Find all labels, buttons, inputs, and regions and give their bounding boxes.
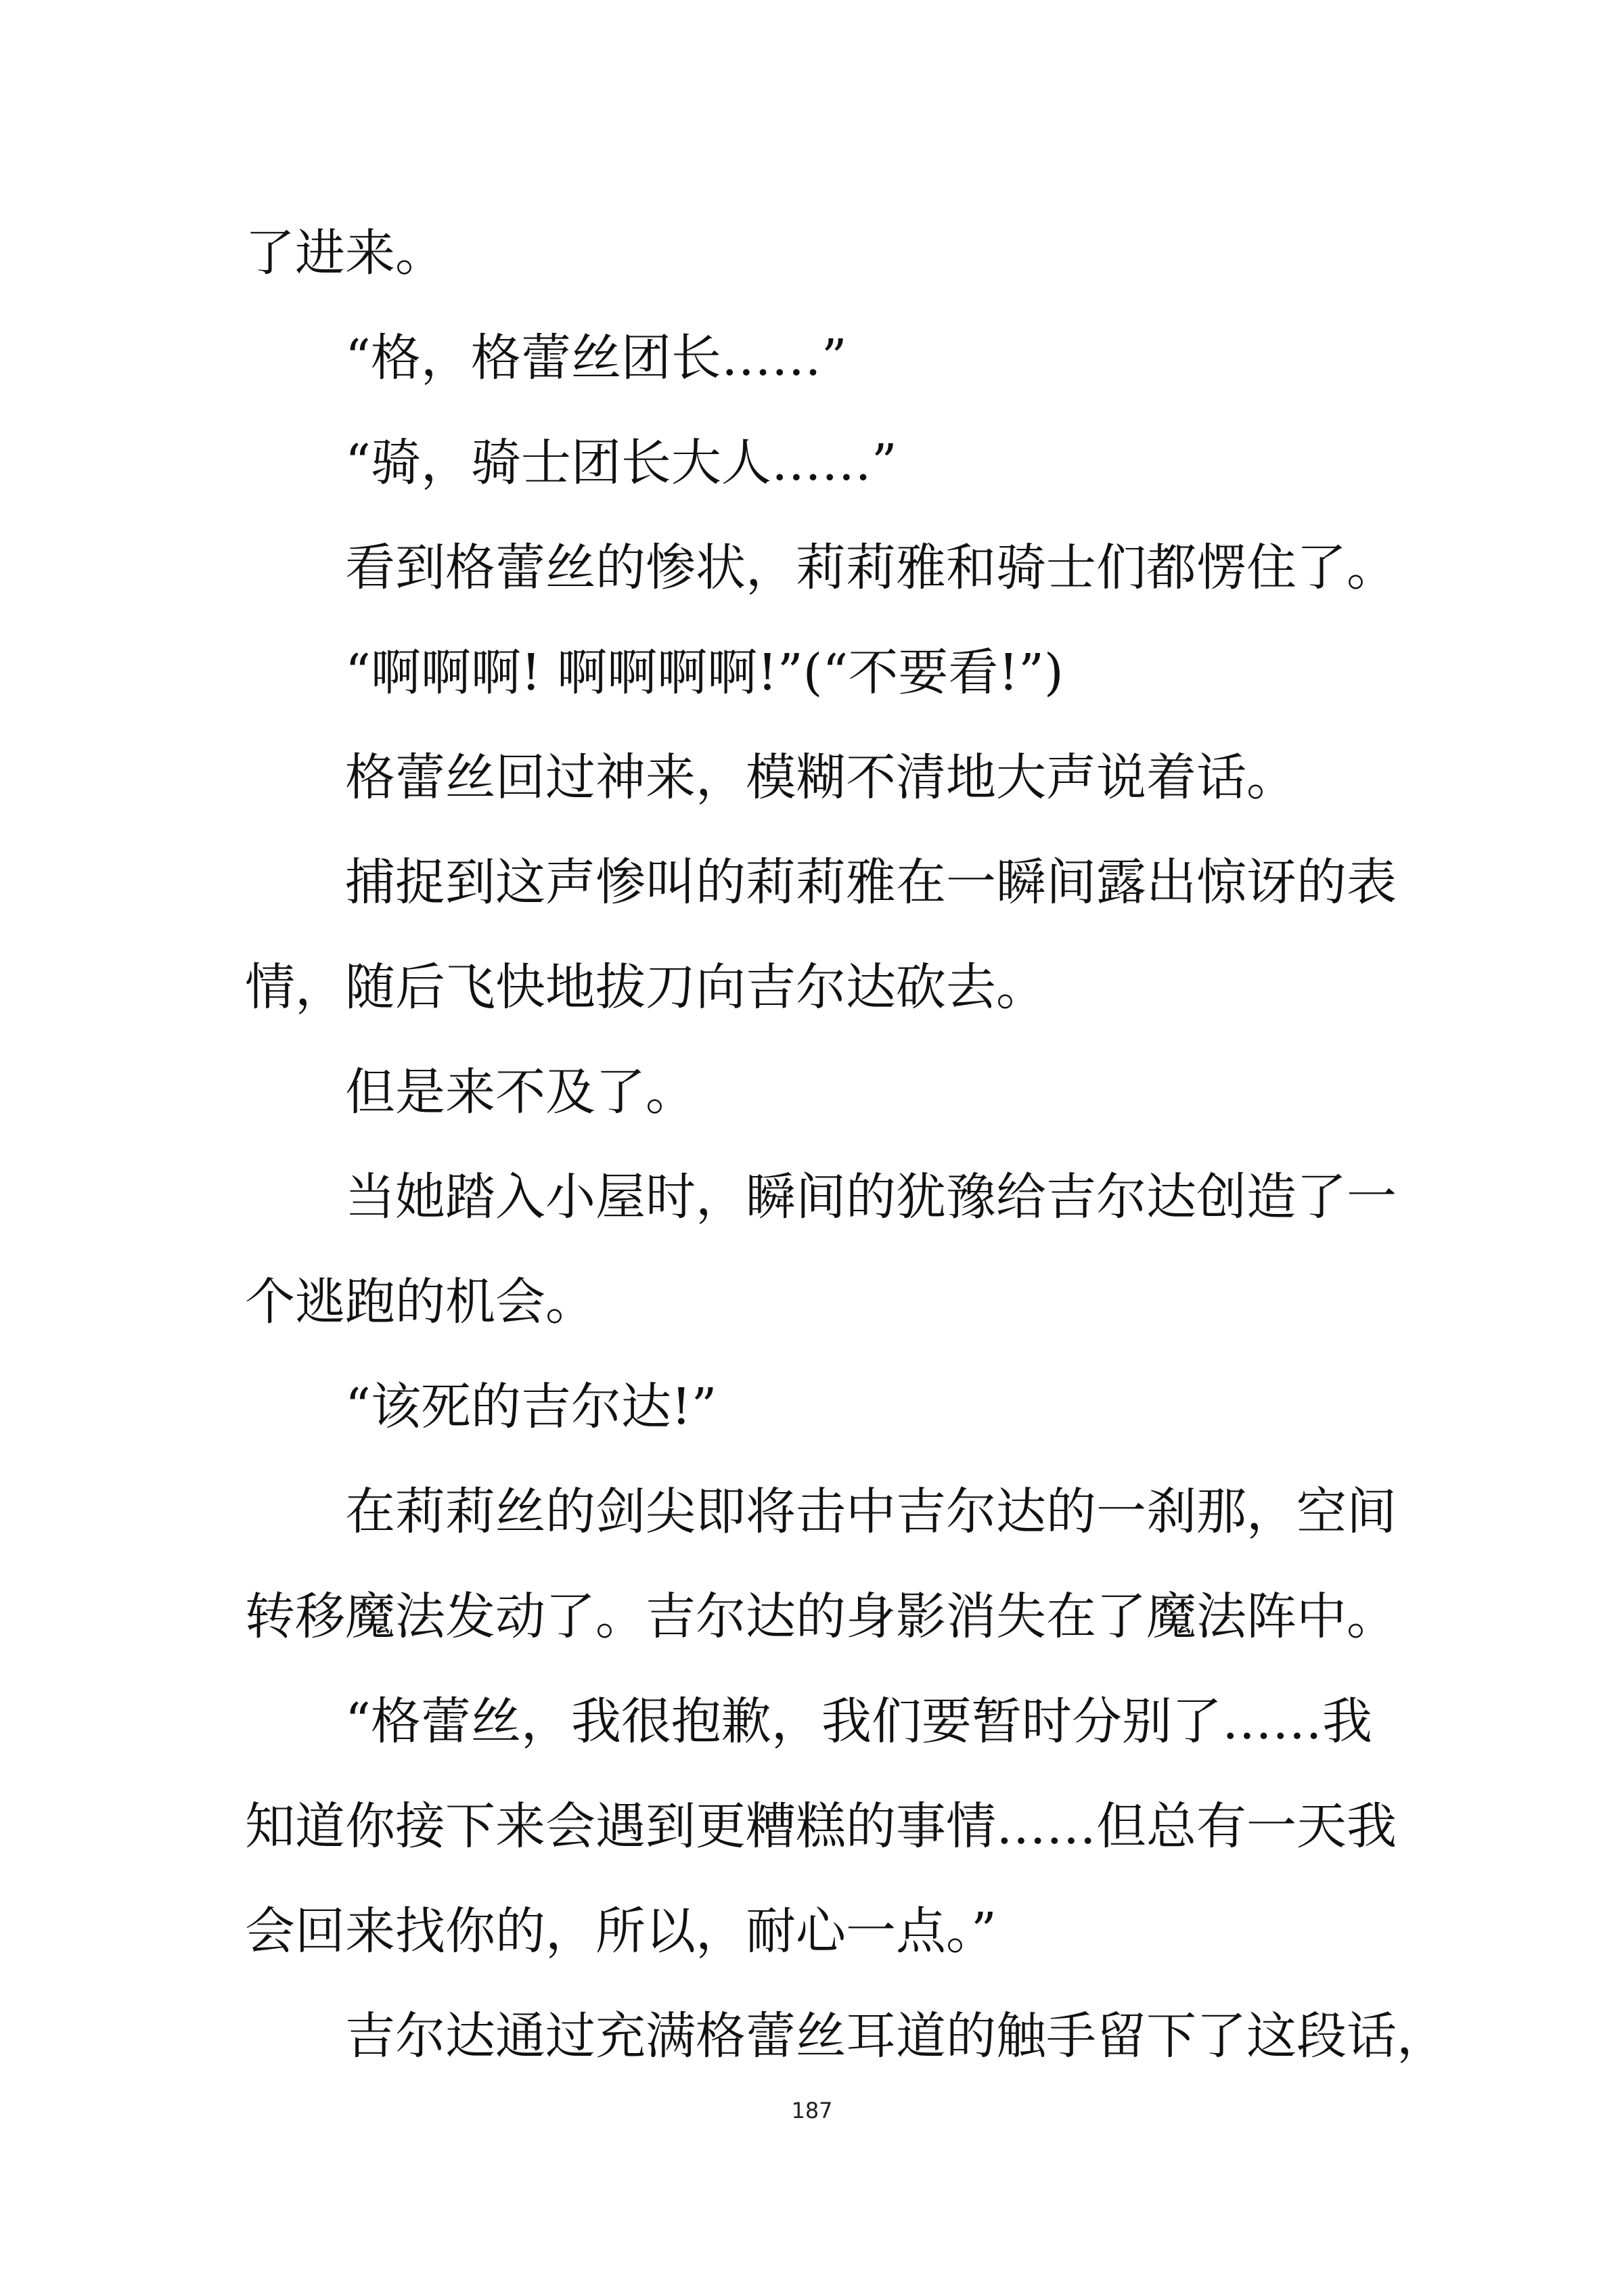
line-text: 知道你接下来会遇到更糟糕的事情……但总有一天我	[245, 1797, 1397, 1855]
line-text: “骑，骑士团长大人……”	[345, 434, 897, 492]
text-line	[0, 1983, 1624, 2089]
line-text: 吉尔达通过充满格蕾丝耳道的触手留下了这段话，	[345, 2007, 1447, 2065]
line-text: 捕捉到这声惨叫的莉莉雅在一瞬间露出惊讶的表	[345, 853, 1397, 911]
text-line	[0, 305, 1624, 411]
line-text: 格蕾丝回过神来，模糊不清地大声说着话。	[345, 748, 1296, 807]
text-line	[0, 725, 1624, 830]
text-line	[0, 830, 1624, 935]
line-text: 会回来找你的，所以，耐心一点。”	[245, 1902, 997, 1960]
line-text: “格，格蕾丝团长……”	[345, 329, 847, 387]
line-text: 情，随后飞快地拔刀向吉尔达砍去。	[245, 958, 1046, 1016]
line-text: 了进来。	[245, 224, 445, 282]
line-text: 转移魔法发动了。吉尔达的身影消失在了魔法阵中。	[245, 1588, 1397, 1646]
text-line	[0, 515, 1624, 621]
text-line	[0, 1669, 1624, 1774]
text-line	[0, 410, 1624, 516]
line-text: “该死的吉尔达!”	[345, 1378, 717, 1436]
line-text: “格蕾丝，我很抱歉，我们要暂时分别了……我	[345, 1692, 1372, 1751]
line-text: “啊啊啊! 啊啊啊啊!”(“不要看!”)	[345, 644, 1064, 702]
text-line	[0, 1039, 1624, 1145]
text-line	[0, 1774, 1624, 1879]
text-line	[0, 200, 1624, 306]
text-line	[0, 1144, 1624, 1250]
line-text: 在莉莉丝的剑尖即将击中吉尔达的一刹那，空间	[345, 1483, 1397, 1541]
line-text: 但是来不及了。	[345, 1063, 696, 1121]
text-line	[0, 620, 1624, 725]
text-line	[0, 1354, 1624, 1460]
page-number: 187	[791, 2098, 833, 2123]
text-line	[0, 935, 1624, 1040]
text-line	[0, 1459, 1624, 1565]
text-line	[0, 1878, 1624, 1984]
text-line	[0, 1564, 1624, 1669]
text-line	[0, 1249, 1624, 1355]
line-text: 当她踏入小屋时，瞬间的犹豫给吉尔达创造了一	[345, 1168, 1397, 1226]
line-text: 看到格蕾丝的惨状，莉莉雅和骑士们都愣住了。	[345, 539, 1397, 597]
line-text: 个逃跑的机会。	[245, 1273, 595, 1331]
